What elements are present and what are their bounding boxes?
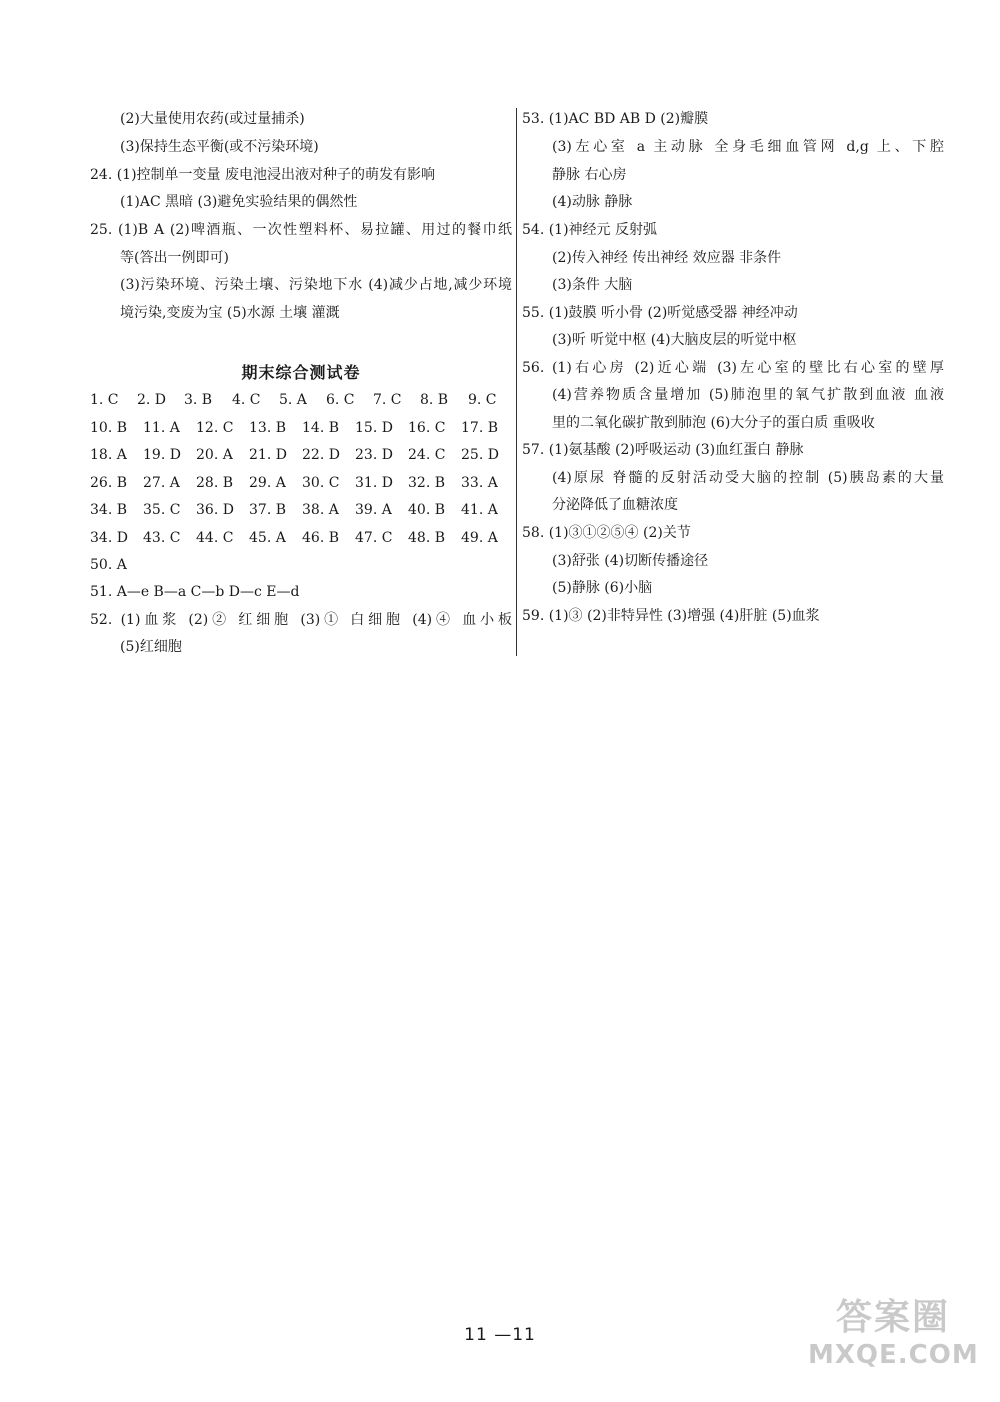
watermark-bottom-text: MXQE.COM bbox=[808, 1340, 979, 1370]
answer-line: 57. (1)氨基酸 (2)呼吸运动 (3)血红蛋白 静脉 bbox=[522, 442, 804, 458]
answer-line: 里的二氧化碳扩散到肺泡 (6)大分子的蛋白质 重吸收 bbox=[552, 415, 875, 431]
section-title: 期末综合测试卷 bbox=[241, 363, 361, 382]
answer-line: 58. (1)③①②⑤④ (2)关节 bbox=[522, 525, 691, 541]
mc-answer: 28. B bbox=[196, 475, 234, 491]
mc-answer: 6. C bbox=[326, 392, 355, 408]
mc-answer: 29. A bbox=[249, 475, 286, 491]
mc-answer: 17. B bbox=[461, 420, 499, 436]
mc-answer: 44. C bbox=[196, 530, 234, 546]
answer-line: 55. (1)鼓膜 听小骨 (2)听觉感受器 神经冲动 bbox=[522, 305, 798, 321]
answer-line: (2)传入神经 传出神经 效应器 非条件 bbox=[552, 250, 782, 266]
mc-answer: 43. C bbox=[143, 530, 181, 546]
mc-answer-row bbox=[90, 391, 495, 409]
mc-answer: 38. A bbox=[302, 502, 339, 518]
mc-answer: 8. B bbox=[420, 392, 449, 408]
answer-line: (3)保持生态平衡(或不污染环境) bbox=[120, 139, 319, 155]
mc-answer: 34. B bbox=[90, 502, 128, 518]
answer-line: 24. (1)控制单一变量 废电池浸出液对种子的萌发有影响 bbox=[90, 167, 435, 183]
mc-answer: 41. A bbox=[461, 502, 498, 518]
page-number: 11 —11 bbox=[464, 1325, 536, 1345]
mc-answer: 4. C bbox=[232, 392, 261, 408]
watermark-logo bbox=[808, 1296, 978, 1386]
mc-answer: 31. D bbox=[355, 475, 393, 491]
mc-answer: 46. B bbox=[302, 530, 340, 546]
mc-answer-row bbox=[90, 556, 495, 574]
answer-line: 分泌降低了血糖浓度 bbox=[552, 497, 678, 513]
mc-answer: 19. D bbox=[143, 447, 181, 463]
mc-answer: 16. C bbox=[408, 420, 446, 436]
mc-answer: 15. D bbox=[355, 420, 393, 436]
mc-answer: 22. D bbox=[302, 447, 340, 463]
mc-answer: 9. C bbox=[468, 392, 497, 408]
mc-answer: 36. D bbox=[196, 502, 234, 518]
answer-line: 25. (1)B A (2)啤酒瓶、一次性塑料杯、易拉罐、用过的餐巾纸 bbox=[90, 222, 512, 238]
mc-answer: 1. C bbox=[90, 392, 119, 408]
answer-line: 51. A—e B—a C—b D—c E—d bbox=[90, 584, 300, 600]
mc-answer: 12. C bbox=[196, 420, 234, 436]
mc-answer: 2. D bbox=[137, 392, 167, 408]
mc-answer: 5. A bbox=[279, 392, 307, 408]
mc-answer: 32. B bbox=[408, 475, 446, 491]
mc-answer: 25. D bbox=[461, 447, 499, 463]
mc-answer-row bbox=[90, 419, 499, 437]
answer-line: 52. (1)血浆 (2)② 红细胞 (3)① 白细胞 (4)④ 血小板 bbox=[90, 612, 512, 628]
answer-line: (2)大量使用农药(或过量捕杀) bbox=[120, 111, 305, 127]
mc-answer-row bbox=[90, 446, 499, 464]
mc-answer: 26. B bbox=[90, 475, 128, 491]
mc-answer: 7. C bbox=[373, 392, 402, 408]
answer-line: (3)听 听觉中枢 (4)大脑皮层的听觉中枢 bbox=[552, 332, 797, 348]
mc-answer: 13. B bbox=[249, 420, 287, 436]
mc-answer: 39. A bbox=[355, 502, 392, 518]
answer-line: (4)营养物质含量增加 (5)肺泡里的氧气扩散到血液 血液 bbox=[552, 387, 944, 403]
mc-answer: 10. B bbox=[90, 420, 128, 436]
mc-answer: 33. A bbox=[461, 475, 498, 491]
mc-answer: 40. B bbox=[408, 502, 446, 518]
answer-line: (5)红细胞 bbox=[120, 639, 182, 655]
mc-answer-row bbox=[90, 474, 498, 492]
mc-answer-row bbox=[90, 529, 498, 547]
answer-line: 56. (1)右心房 (2)近心端 (3)左心室的壁比右心室的壁厚 bbox=[522, 360, 944, 376]
mc-answer: 35. C bbox=[143, 502, 181, 518]
answer-line: 59. (1)③ (2)非特异性 (3)增强 (4)肝脏 (5)血浆 bbox=[522, 608, 820, 624]
answer-line: (3)舒张 (4)切断传播途径 bbox=[552, 553, 709, 569]
watermark-top-text: 答案圈 bbox=[835, 1297, 950, 1338]
mc-answer: 30. C bbox=[302, 475, 340, 491]
answer-line: (3)污染环境、污染土壤、污染地下水 (4)减少占地,减少环境 bbox=[120, 277, 512, 293]
answer-line: (1)AC 黑暗 (3)避免实验结果的偶然性 bbox=[120, 194, 358, 210]
mc-answer: 47. C bbox=[355, 530, 393, 546]
mc-answer: 14. B bbox=[302, 420, 340, 436]
mc-answer: 23. D bbox=[355, 447, 393, 463]
mc-answer: 11. A bbox=[143, 420, 180, 436]
mc-answer-row bbox=[90, 501, 498, 519]
mc-answer: 34. D bbox=[90, 530, 128, 546]
answer-line: 静脉 右心房 bbox=[552, 167, 627, 183]
answer-line: 等(答出一例即可) bbox=[120, 250, 229, 266]
mc-answer: 50. A bbox=[90, 557, 127, 573]
answer-line: (3)左心室 a 主动脉 全身毛细血管网 d,g 上、下腔 bbox=[552, 139, 944, 155]
mc-answer: 49. A bbox=[461, 530, 498, 546]
mc-answer: 45. A bbox=[249, 530, 286, 546]
mc-answer: 27. A bbox=[143, 475, 180, 491]
mc-answer: 37. B bbox=[249, 502, 287, 518]
mc-answer: 3. B bbox=[184, 392, 213, 408]
mc-answer: 18. A bbox=[90, 447, 127, 463]
mc-answer: 48. B bbox=[408, 530, 446, 546]
answer-line: (3)条件 大脑 bbox=[552, 277, 633, 293]
mc-answer: 20. A bbox=[196, 447, 233, 463]
column-divider bbox=[516, 108, 517, 656]
answer-line: 54. (1)神经元 反射弧 bbox=[522, 222, 657, 238]
answer-line: (4)动脉 静脉 bbox=[552, 194, 633, 210]
answer-line: 境污染,变废为宝 (5)水源 土壤 灌溉 bbox=[120, 305, 340, 321]
answer-line: (4)原尿 脊髓的反射活动受大脑的控制 (5)胰岛素的大量 bbox=[552, 470, 944, 486]
answer-line: (5)静脉 (6)小脑 bbox=[552, 580, 653, 596]
mc-answer: 24. C bbox=[408, 447, 446, 463]
mc-answer: 21. D bbox=[249, 447, 287, 463]
answer-line: 53. (1)AC BD AB D (2)瓣膜 bbox=[522, 111, 709, 127]
